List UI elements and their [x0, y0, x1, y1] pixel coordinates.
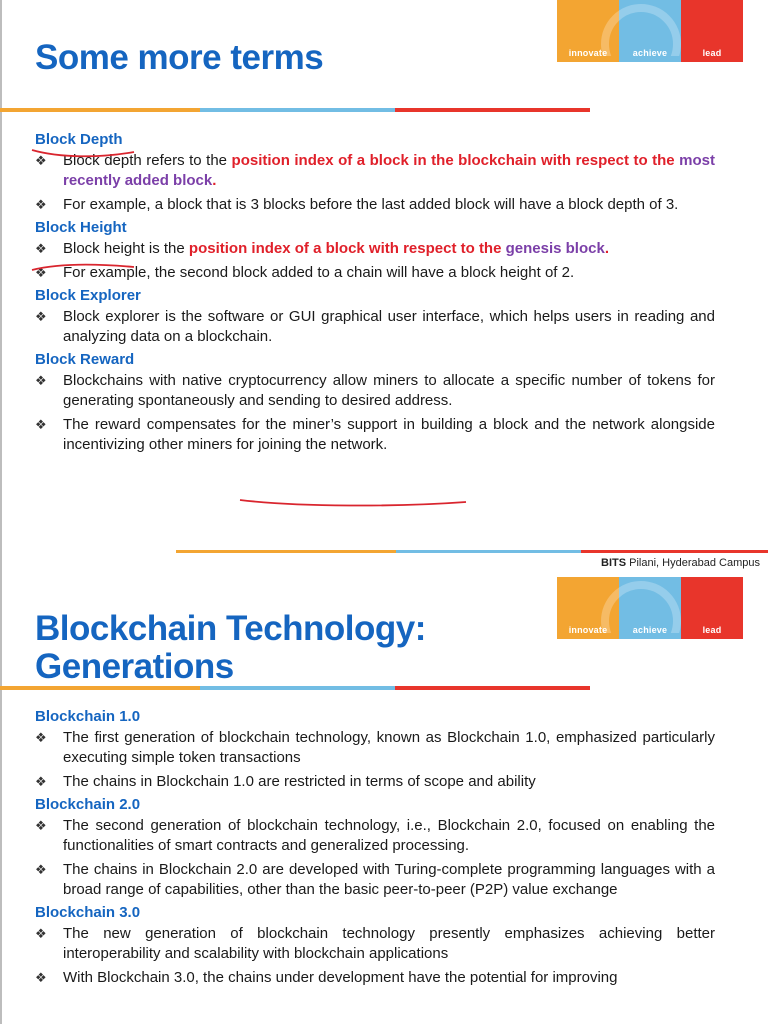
diamond-bullet-icon: ❖ [35, 265, 47, 280]
bullet-list [35, 924, 715, 988]
diamond-bullet-icon: ❖ [35, 970, 47, 985]
bullet-item: ❖ The reward compensates for the miner’s support in building a block and the network alongside incentivizing other miners for joining the network. [35, 416, 715, 453]
bullet-item: ❖ The chains in Blockchain 1.0 are restricted in terms of scope and ability [35, 773, 536, 790]
title-underline-bar [0, 108, 590, 112]
bullet-list [35, 307, 715, 347]
diamond-bullet-icon: ❖ [35, 774, 47, 789]
bullet-item: ❖ Block depth refers to the position index of a block in the blockchain with respect to the most recently added block. [35, 152, 715, 189]
diamond-bullet-icon: ❖ [35, 417, 47, 432]
bullet-item: ❖ The chains in Blockchain 2.0 are developed with Turing-complete programming languages with a broad range of capabilities, other than the basic peer-to-peer (P2P) value exchange [35, 861, 715, 898]
bits-logo [557, 0, 743, 62]
bullet-list [35, 151, 715, 215]
bullet-item: ❖ The first generation of blockchain technology, known as Blockchain 1.0, emphasized particularly executing simple token transactions [35, 729, 715, 766]
diamond-bullet-icon: ❖ [35, 153, 47, 168]
bullet-item: ❖ Block height is the position index of a block with respect to the genesis block. [35, 240, 609, 257]
footer-campus: BITS Pilani, Hyderabad Campus [601, 557, 760, 569]
section-heading: Blockchain 1.0 [35, 708, 141, 725]
bullet-item: ❖ Block explorer is the software or GUI graphical user interface, which helps users in reading and analyzing data on a blockchain. [35, 308, 715, 345]
logo-lead: lead [702, 48, 722, 58]
bullet-item: ❖ The second generation of blockchain technology, i.e., Blockchain 2.0, focused on enabling the functionalities of smart contracts and generalized processing. [35, 817, 715, 854]
generations-content [35, 708, 715, 992]
bullet-item: ❖ The new generation of blockchain technology presently emphasizes achieving better interoperability and scalability with blockchain applications [35, 925, 715, 962]
title-underline-bar [0, 686, 590, 690]
diamond-bullet-icon: ❖ [35, 241, 47, 256]
bullet-list [35, 239, 715, 283]
logo-achieve: achieve [632, 48, 668, 58]
gear-icon [601, 4, 681, 84]
section-heading: Blockchain 3.0 [35, 904, 141, 921]
section-heading: Blockchain 2.0 [35, 796, 141, 813]
diamond-bullet-icon: ❖ [35, 373, 47, 388]
diamond-bullet-icon: ❖ [35, 862, 47, 877]
terms-content [35, 131, 715, 459]
bullet-item: ❖ For example, the second block added to a chain will have a block height of 2. [35, 264, 575, 281]
logo-achieve: achieve [632, 625, 668, 635]
logo-lead: lead [702, 625, 722, 635]
diamond-bullet-icon: ❖ [35, 818, 47, 833]
section-heading: Block Explorer [35, 287, 141, 304]
slide-divider-bar [176, 550, 768, 554]
diamond-bullet-icon: ❖ [35, 197, 47, 212]
logo-innovate: innovate [568, 48, 608, 58]
gear-icon [601, 581, 681, 661]
bullet-list [35, 728, 715, 792]
bullet-list [35, 371, 715, 455]
section-heading: Block Depth [35, 131, 123, 148]
bullet-item: ❖ Blockchains with native cryptocurrency allow miners to allocate a specific number of tokens for generating spontaneously and sending to desired address. [35, 372, 715, 409]
section-heading: Block Height [35, 219, 127, 236]
diamond-bullet-icon: ❖ [35, 309, 47, 324]
slide-title: Some more terms [35, 38, 324, 77]
diamond-bullet-icon: ❖ [35, 926, 47, 941]
diamond-bullet-icon: ❖ [35, 730, 47, 745]
section-heading: Block Reward [35, 351, 135, 368]
slide-title: Blockchain Technology: Generations [35, 609, 426, 686]
bullet-item: ❖ For example, a block that is 3 blocks before the last added block will have a block depth of 3. [35, 196, 679, 213]
bullet-item: ❖ With Blockchain 3.0, the chains under development have the potential for improving [35, 969, 618, 986]
logo-innovate: innovate [568, 625, 608, 635]
bits-logo [557, 577, 743, 639]
bullet-list [35, 816, 715, 900]
